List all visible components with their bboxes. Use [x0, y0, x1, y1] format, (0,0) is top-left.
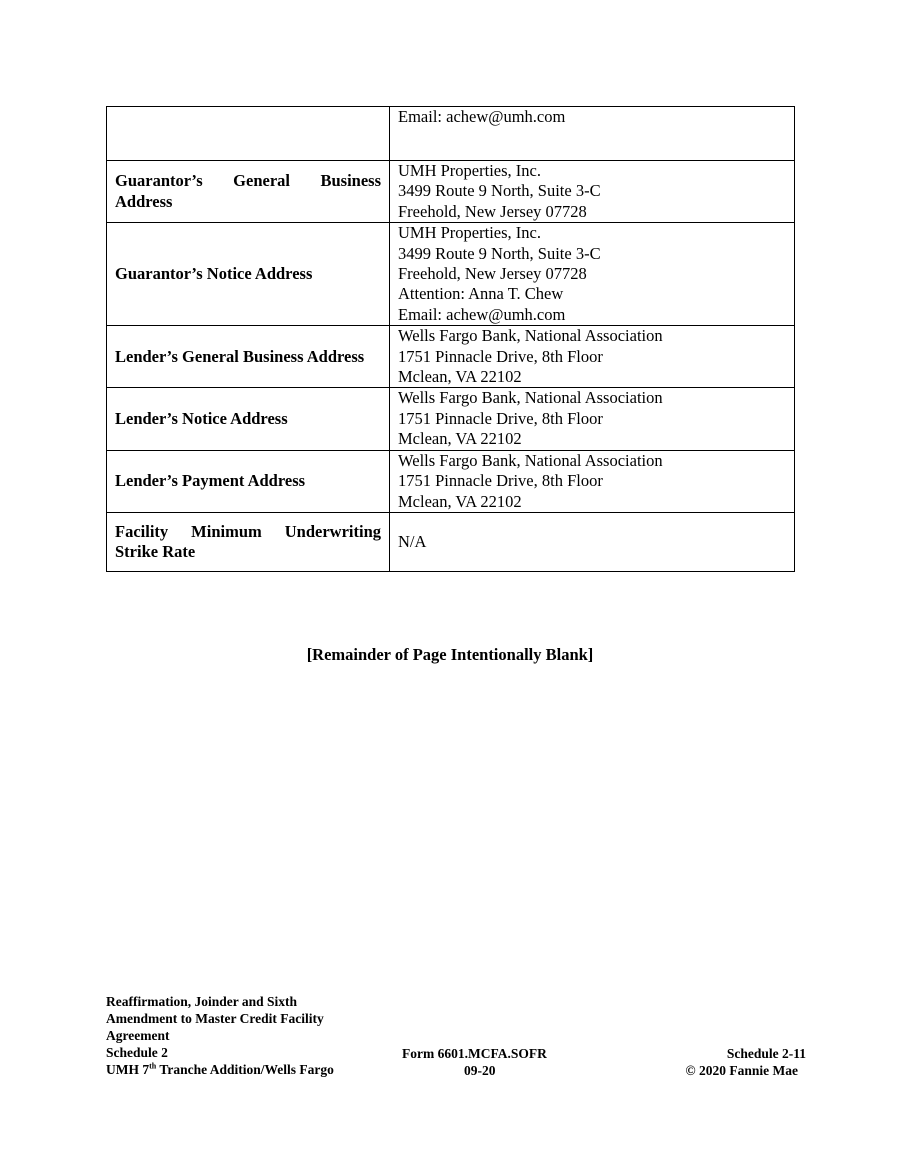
row-label [107, 512, 390, 571]
label-line: Guarantor’s Notice Address [115, 264, 313, 284]
table-row [107, 326, 795, 388]
value-line: 1751 Pinnacle Drive, 8th Floor [398, 346, 603, 366]
footer-tranche-sup: th [149, 1061, 157, 1071]
value-line: 3499 Route 9 North, Suite 3-C [398, 181, 601, 201]
footer-middle [402, 1045, 572, 1079]
label-line: Guarantor’s General Business [115, 171, 381, 191]
value-line: 1751 Pinnacle Drive, 8th Floor [398, 471, 603, 491]
footer-left-line: Amendment to Master Credit Facility [106, 1011, 324, 1026]
value-line: Wells Fargo Bank, National Association [398, 450, 663, 470]
row-value [390, 512, 795, 571]
row-label [107, 223, 390, 326]
table-row [107, 161, 795, 223]
footer-left-line: Schedule 2 [106, 1045, 168, 1060]
row-value [390, 223, 795, 326]
value-line: UMH Properties, Inc. [398, 223, 541, 243]
value-line: N/A [398, 531, 427, 551]
remainder-blank-note: [Remainder of Page Intentionally Blank] [306, 645, 594, 664]
table-row [107, 388, 795, 450]
table-row [107, 512, 795, 571]
form-date: 09-20 [464, 1063, 496, 1078]
table-row [107, 450, 795, 512]
value-line: Freehold, New Jersey 07728 [398, 264, 587, 284]
row-label [107, 107, 390, 161]
row-label [107, 388, 390, 450]
value-line: UMH Properties, Inc. [398, 161, 541, 180]
table-row [107, 223, 795, 326]
value-line: Email: achew@umh.com [398, 304, 566, 324]
footer-left-line: Reaffirmation, Joinder and Sixth [106, 994, 298, 1009]
footer-left-line [106, 1061, 376, 1078]
value-line: Attention: Anna T. Chew [398, 284, 564, 304]
value-line: Mclean, VA 22102 [398, 491, 522, 511]
value-line: 3499 Route 9 North, Suite 3-C [398, 243, 601, 263]
footer-right [668, 1045, 806, 1079]
row-value [390, 450, 795, 512]
label-line: Facility Minimum Underwriting [115, 521, 381, 541]
row-value [390, 161, 795, 223]
schedule-page-number: Schedule 2-11 [726, 1046, 806, 1061]
label-line: Lender’s Notice Address [115, 408, 288, 428]
row-value [390, 388, 795, 450]
label-line: Lender’s General Business Address [115, 346, 365, 366]
address-table [106, 106, 795, 572]
footer-left-line: Agreement [106, 1028, 170, 1043]
row-value [390, 107, 795, 161]
label-line: Address [115, 191, 173, 211]
label-line: Lender’s Payment Address [115, 471, 306, 491]
row-label [107, 161, 390, 223]
value-line: Mclean, VA 22102 [398, 429, 522, 449]
row-label [107, 326, 390, 388]
footer-left [106, 993, 376, 1078]
label-line: Strike Rate [115, 541, 196, 561]
value-line: Wells Fargo Bank, National Association [398, 326, 663, 346]
table-row [107, 107, 795, 161]
value-line: Mclean, VA 22102 [398, 367, 522, 387]
footer-tranche-prefix: UMH 7 [106, 1062, 150, 1077]
row-label [107, 450, 390, 512]
value-line: Wells Fargo Bank, National Association [398, 388, 663, 408]
form-number: Form 6601.MCFA.SOFR [402, 1046, 547, 1061]
value-line: Email: achew@umh.com [398, 107, 566, 126]
copyright: © 2020 Fannie Mae [685, 1063, 798, 1078]
value-line: 1751 Pinnacle Drive, 8th Floor [398, 408, 603, 428]
value-line: Freehold, New Jersey 07728 [398, 201, 587, 221]
row-value [390, 326, 795, 388]
footer-tranche-suffix: Tranche Addition/Wells Fargo [156, 1062, 334, 1077]
